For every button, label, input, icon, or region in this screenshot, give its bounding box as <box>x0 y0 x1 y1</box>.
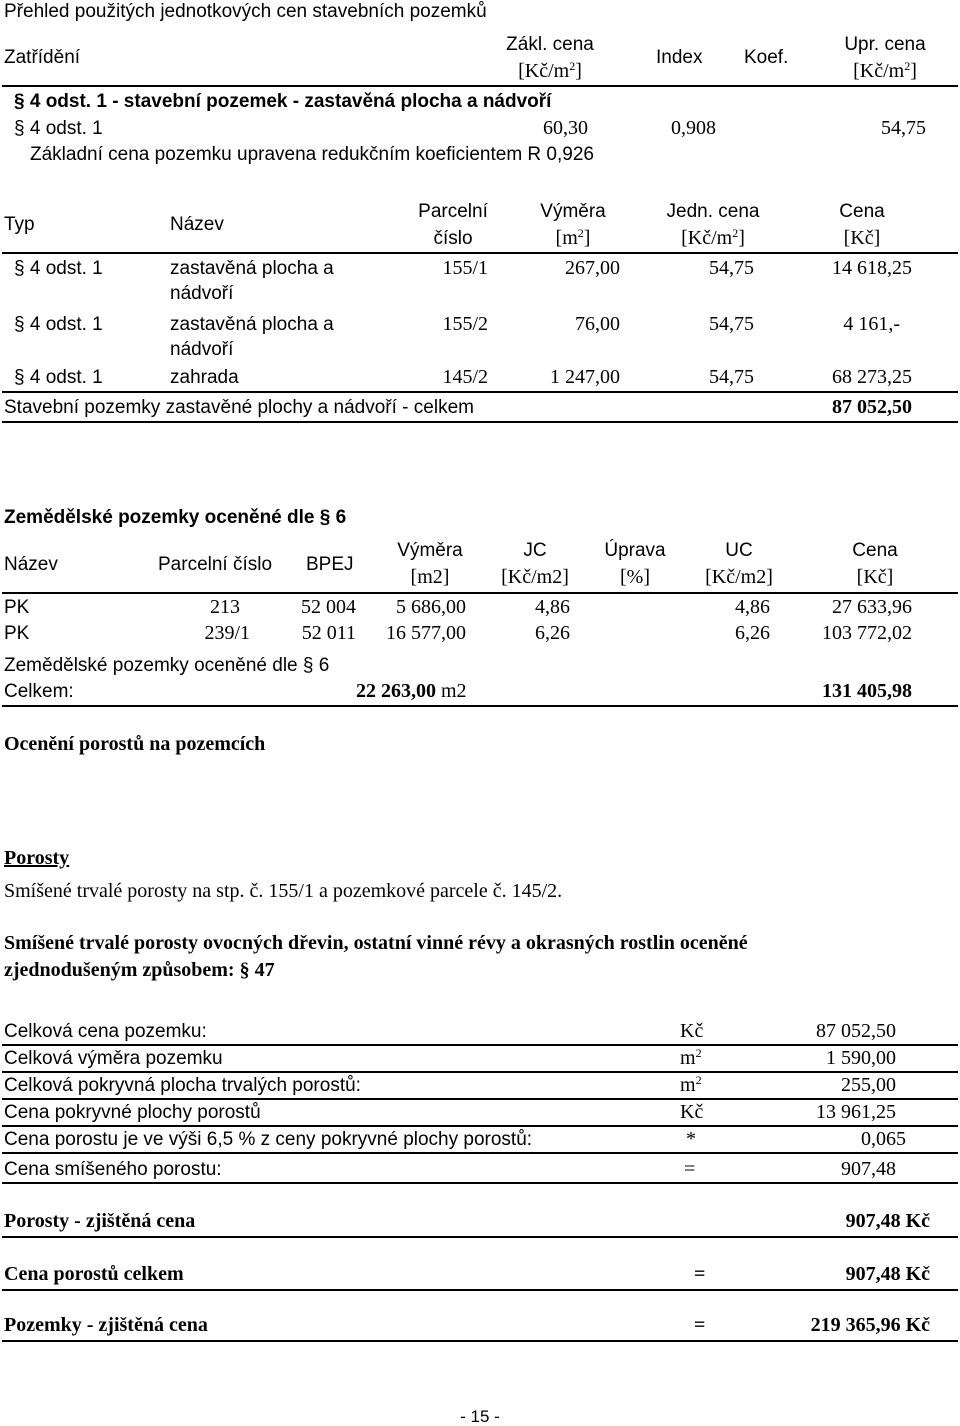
row-label: § 4 odst. 1 <box>14 118 103 139</box>
divider <box>2 1044 958 1046</box>
divider <box>2 1071 958 1073</box>
agri-row-bpej: 52 011 <box>301 622 356 644</box>
header-upr-cena-unit: $[Kč/m^2]$ <box>853 59 917 82</box>
table-row-nazev-cont: nádvoří <box>170 339 234 360</box>
table-row-cena: 4 161,- <box>843 313 900 335</box>
table-row-jedn-cena: 54,75 <box>709 366 754 388</box>
calc-value: 1 590,00 <box>826 1047 896 1069</box>
calc-value: 255,00 <box>841 1074 896 1096</box>
divider <box>2 705 958 707</box>
porosty-method-heading: Smíšené trvalé porosty ovocných dřevin, ostatní vinné révy a okrasných rostlin oceněné <box>4 932 748 954</box>
header-bpej: BPEJ <box>306 554 354 575</box>
group-heading: § 4 odst. 1 - stavební pozemek - zastavěná plocha a nádvoří <box>14 91 552 112</box>
calc-label: Celková cena pozemku: <box>4 1021 207 1042</box>
porosty-cena-label: Porosty - zjištěná cena <box>4 1210 196 1232</box>
porosty-method-heading-cont: zjednodušeným způsobem: § 47 <box>4 959 275 981</box>
agri-row-vymera: 16 577,00 <box>386 622 466 644</box>
divider <box>2 252 958 254</box>
table-row-jedn-cena: 54,75 <box>709 313 754 335</box>
agri-section-title: Zemědělské pozemky oceněné dle § 6 <box>4 507 347 528</box>
table-row-parcelni: 155/2 <box>442 313 488 335</box>
header-vymera: Výměra <box>397 540 463 561</box>
agri-row-jc: 6,26 <box>535 622 570 644</box>
calc-unit: $m^2$ <box>680 1073 702 1096</box>
calc-value: 87 052,50 <box>816 1020 896 1042</box>
agri-sum-celkem: Celkem: <box>4 681 74 702</box>
agri-row-bpej: 52 004 <box>301 596 356 618</box>
calc-value: 0,065 <box>861 1128 906 1150</box>
divider <box>2 391 958 393</box>
header-cena: Cena <box>839 201 885 222</box>
divider <box>2 421 958 423</box>
calc-label: Cena smíšeného porostu: <box>4 1159 222 1180</box>
divider <box>2 1236 958 1238</box>
table-row-nazev: zastavěná plocha a <box>170 314 334 335</box>
section-title: Přehled použitých jednotkových cen stavebních pozemků <box>4 1 487 22</box>
porosty-heading: Porosty <box>4 847 70 869</box>
agri-row-parcelni: 239/1 <box>204 622 250 644</box>
pozemky-cena-value: 219 365,96 Kč <box>810 1314 930 1336</box>
table-row-vymera: 1 247,00 <box>550 366 620 388</box>
agri-row-uc: 6,26 <box>735 622 770 644</box>
header-cena: Cena <box>852 540 898 561</box>
total-value: 87 052,50 <box>832 396 912 418</box>
calc-label: Celková výměra pozemku <box>4 1048 223 1069</box>
total-label: Stavební pozemky zastavěné plochy a nádvoří - celkem <box>4 397 474 418</box>
calc-unit: Kč <box>680 1020 704 1042</box>
calc-unit: Kč <box>680 1101 704 1123</box>
page-number: - 15 - <box>460 1407 500 1426</box>
divider <box>2 1182 958 1184</box>
agri-sum-value: 131 405,98 <box>822 680 912 702</box>
agri-row-jc: 4,86 <box>535 596 570 618</box>
calc-unit: * <box>686 1128 696 1150</box>
table-row-cena: 14 618,25 <box>832 257 912 279</box>
calc-label: Celková pokryvná plocha trvalých porostů: <box>4 1075 361 1096</box>
table-row-typ: § 4 odst. 1 <box>14 258 103 279</box>
header-upr-cena: Upr. cena <box>844 34 926 55</box>
header-cena-unit: [Kč] <box>843 227 881 249</box>
divider <box>2 85 958 87</box>
header-index: Index <box>656 47 703 68</box>
header-jc: JC <box>523 540 547 561</box>
pozemky-cena-eq: = <box>694 1314 706 1336</box>
table-row-nazev-cont: nádvoří <box>170 283 234 304</box>
header-parcelni: Parcelní <box>418 201 488 222</box>
row-upr-cena: 54,75 <box>881 117 926 139</box>
header-jedn-cena: Jedn. cena <box>666 201 760 222</box>
header-uprava: Úprava <box>604 540 666 561</box>
divider <box>2 592 958 594</box>
header-zakl-cena-unit: $[Kč/m^2]$ <box>518 59 582 82</box>
header-parcelni-cislo: Parcelní číslo <box>158 554 273 575</box>
header-uc: UC <box>725 540 753 561</box>
header-typ: Typ <box>4 214 35 235</box>
table-row-parcelni: 155/1 <box>442 257 488 279</box>
header-jedn-cena-unit: $[Kč/m^2]$ <box>681 226 745 249</box>
agri-row-nazev: PK <box>4 597 30 618</box>
table-row-nazev: zahrada <box>170 367 239 388</box>
table-row-typ: § 4 odst. 1 <box>14 314 103 335</box>
table-row-typ: § 4 odst. 1 <box>14 367 103 388</box>
divider <box>2 1340 958 1342</box>
agri-row-cena: 103 772,02 <box>822 622 912 644</box>
header-cena-unit: [Kč] <box>856 566 894 588</box>
header-jc-unit: [Kč/m2] <box>501 566 569 588</box>
porosty-celkem-value: 907,48 Kč <box>845 1263 930 1285</box>
header-nazev: Název <box>170 214 224 235</box>
row-index: 0,908 <box>671 117 716 139</box>
table-row-cena: 68 273,25 <box>832 366 912 388</box>
table-row-vymera: 76,00 <box>575 313 620 335</box>
divider <box>2 1289 958 1291</box>
divider <box>2 1125 958 1127</box>
porosty-cena-value: 907,48 Kč <box>845 1210 930 1232</box>
agri-row-cena: 27 633,96 <box>832 596 912 618</box>
table-row-jedn-cena: 54,75 <box>709 257 754 279</box>
calc-label: Cena pokryvné plochy porostů <box>4 1102 261 1123</box>
calc-unit: = <box>684 1158 696 1180</box>
divider <box>2 1098 958 1100</box>
table-row-nazev: zastavěná plocha a <box>170 258 334 279</box>
header-zakl-cena: Zákl. cena <box>506 34 594 55</box>
agri-row-parcelni: 213 <box>210 596 240 618</box>
header-uprava-unit: [%] <box>620 566 650 588</box>
header-uc-unit: [Kč/m2] <box>705 566 773 588</box>
header-koef: Koef. <box>744 47 789 68</box>
divider <box>2 1152 958 1154</box>
porosty-celkem-label: Cena porostů celkem <box>4 1263 184 1285</box>
agri-sum-area: 22 263,00 m2 <box>356 680 467 702</box>
row-zakl-cena: 60,30 <box>543 117 588 139</box>
agri-row-vymera: 5 686,00 <box>396 596 466 618</box>
calc-label: Cena porostu je ve výši 6,5 % z ceny pokryvné plochy porostů: <box>4 1129 533 1150</box>
calc-unit: $m^2$ <box>680 1046 702 1069</box>
header-vymera-unit: $[m^2]$ <box>555 226 591 249</box>
row-note: Základní cena pozemku upravena redukčním koeficientem R 0,926 <box>30 144 594 165</box>
header-nazev: Název <box>4 554 58 575</box>
agri-row-nazev: PK <box>4 623 30 644</box>
porosty-description: Smíšené trvalé porosty na stp. č. 155/1 a pozemkové parcele č. 145/2. <box>4 880 563 902</box>
vegetation-title: Ocenění porostů na pozemcích <box>4 733 266 755</box>
header-parcelni-cislo: číslo <box>433 228 473 249</box>
agri-sum-label: Zemědělské pozemky oceněné dle § 6 <box>4 655 330 676</box>
agri-row-uc: 4,86 <box>735 596 770 618</box>
pozemky-cena-label: Pozemky - zjištěná cena <box>4 1314 208 1336</box>
header-vymera-unit: [m2] <box>410 566 450 588</box>
header-zatrideni: Zatřídění <box>4 47 81 68</box>
calc-value: 13 961,25 <box>816 1101 896 1123</box>
table-row-vymera: 267,00 <box>565 257 620 279</box>
calc-value: 907,48 <box>841 1158 896 1180</box>
porosty-celkem-eq: = <box>694 1263 706 1285</box>
table-row-parcelni: 145/2 <box>442 366 488 388</box>
header-vymera: Výměra <box>540 201 606 222</box>
